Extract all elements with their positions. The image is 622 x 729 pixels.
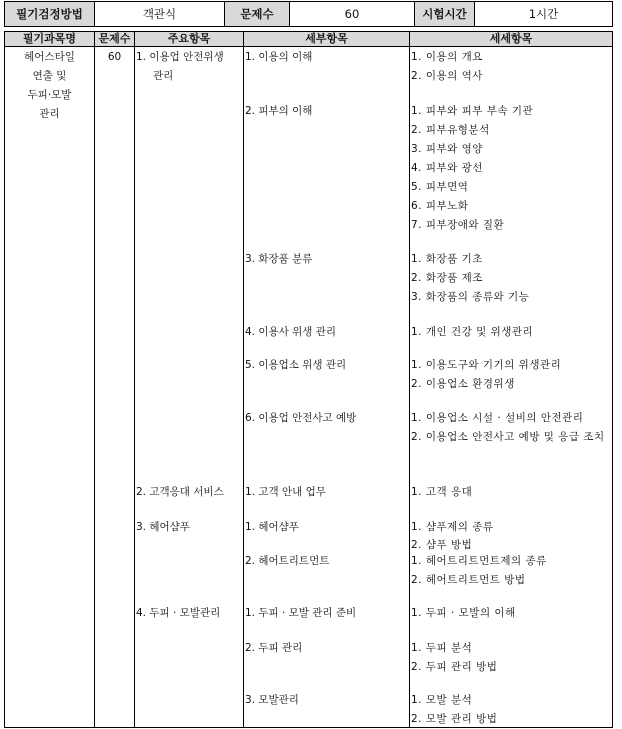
sub-item: 1. 고객 안내 업무: [245, 486, 326, 498]
subject-table: [4, 31, 613, 728]
detail-item: 1. 고객 응대: [411, 486, 473, 498]
subject-cell: [5, 47, 95, 728]
detail-item: 5. 피부면역: [411, 181, 469, 193]
exam-info-table: [4, 1, 613, 27]
col-header-sub-item: 세부항목: [244, 32, 410, 47]
detail-item: 1. 이용도구와 기기의 위생관리: [411, 359, 562, 371]
method-label: 필기검정방법: [5, 2, 95, 27]
detail-group: [411, 356, 610, 394]
sub-item: 6. 이용업 안전사고 예방: [245, 412, 357, 424]
detail-item: 1. 피부와 피부 부속 기관: [411, 105, 534, 117]
detail-group: [411, 483, 610, 502]
detail-item: 3. 화장품의 종류와 기능: [411, 291, 530, 303]
question-count-label: 문제수: [225, 2, 290, 27]
col-header-subject: 필기과목명: [5, 32, 95, 47]
col-header-detail-item: 세세항목: [410, 32, 613, 47]
detail-item: 7. 피부장애와 질환: [411, 219, 505, 231]
sub-item: 2. 두피 관리: [245, 642, 303, 654]
subject-line: 헤어스타일: [24, 51, 75, 63]
detail-items-cell: [410, 47, 613, 728]
sub-item: 4. 이용사 위생 관리: [245, 326, 337, 338]
detail-group: [411, 604, 610, 623]
main-item: 2. 고객응대 서비스: [136, 486, 224, 498]
main-item: 4. 두피 · 모발관리: [136, 607, 221, 619]
main-item: 1. 이용업 안전위생 관리: [136, 51, 224, 82]
count-cell: [95, 47, 135, 728]
detail-item: 2. 이용업소 환경위생: [411, 378, 515, 390]
exam-time-label: 시험시간: [415, 2, 475, 27]
sub-items-cell: [244, 47, 410, 728]
sub-item: 1. 헤어샴푸: [245, 521, 299, 533]
detail-item: 1. 헤어트리트먼트제의 종류: [411, 555, 547, 567]
detail-item: 1. 개인 건강 및 위생관리: [411, 326, 534, 338]
detail-item: 2. 이용의 역사: [411, 70, 483, 82]
detail-group: [411, 102, 610, 235]
detail-item: 2. 샴푸 방법: [411, 539, 473, 551]
detail-item: 2. 헤어트리트먼트 방법: [411, 574, 526, 586]
exam-time-value: 1시간: [475, 2, 613, 27]
main-items-cell: [135, 47, 244, 728]
sub-item: 2. 헤어트리트먼트: [245, 555, 330, 567]
detail-group: [411, 323, 610, 342]
detail-item: 1. 두피 · 모발의 이해: [411, 607, 516, 619]
main-item: 3. 헤어샴푸: [136, 521, 190, 533]
detail-item: 2. 이용업소 안전사고 예방 및 응급 조치: [411, 431, 605, 443]
detail-group: [411, 48, 610, 86]
detail-item: 1. 샴푸제의 종류: [411, 521, 494, 533]
sub-item: 1. 이용의 이해: [245, 51, 313, 63]
subject-line: 관리: [39, 108, 60, 120]
detail-item: 1. 이용업소 시설 · 설비의 안전관리: [411, 412, 584, 424]
col-header-count: 문제수: [95, 32, 135, 47]
question-count-value: 60: [290, 2, 415, 27]
detail-item: 4. 피부와 광선: [411, 162, 483, 174]
col-header-main-item: 주요항목: [135, 32, 244, 47]
detail-item: 1. 화장품 기초: [411, 253, 483, 265]
detail-item: 2. 두피 관리 방법: [411, 661, 498, 673]
detail-item: 3. 피부와 영양: [411, 143, 483, 155]
sub-item: 1. 두피 · 모발 관리 준비: [245, 607, 357, 619]
question-count: 60: [107, 51, 122, 63]
sub-item: 2. 피부의 이해: [245, 105, 313, 117]
sub-item: 3. 화장품 분류: [245, 253, 313, 265]
detail-group: [411, 552, 610, 590]
detail-group: [411, 691, 610, 729]
detail-item: 2. 모발 관리 방법: [411, 713, 498, 725]
detail-item: 2. 피부유형분석: [411, 124, 490, 136]
detail-group: [411, 250, 610, 307]
method-value: 객관식: [95, 2, 225, 27]
detail-group: [411, 409, 610, 447]
detail-group: [411, 639, 610, 677]
sub-item: 3. 모발관리: [245, 694, 299, 706]
sub-item: 5. 이용업소 위생 관리: [245, 359, 347, 371]
detail-item: 1. 두피 분석: [411, 642, 473, 654]
detail-item: 1. 모발 분석: [411, 694, 473, 706]
detail-item: 6. 피부노화: [411, 200, 469, 212]
subject-line: 연출 및: [32, 70, 67, 82]
detail-item: 1. 이용의 개요: [411, 51, 483, 63]
detail-item: 2. 화장품 제조: [411, 272, 483, 284]
subject-line: 두피·모발: [27, 89, 72, 101]
detail-group: [411, 518, 610, 553]
